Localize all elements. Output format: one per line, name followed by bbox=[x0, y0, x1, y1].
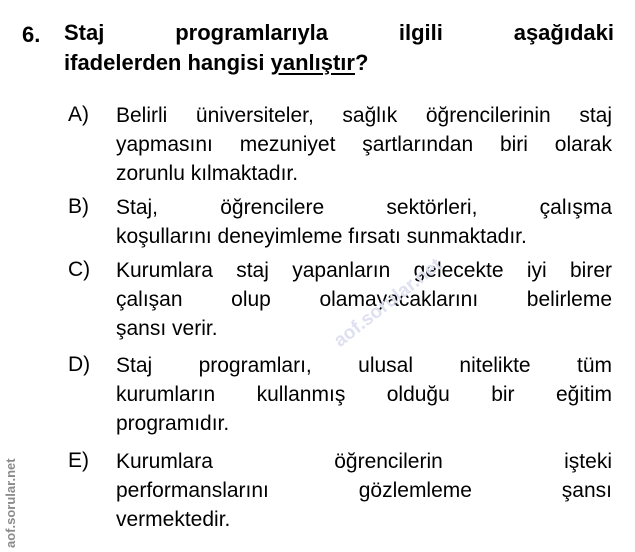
option-label: D) bbox=[68, 353, 91, 376]
option-text-line: vermektedir. bbox=[116, 508, 231, 531]
question-number: 6. bbox=[22, 22, 41, 47]
watermark-side: aof.sorular.net bbox=[3, 458, 18, 548]
option-text-line: şansı verir. bbox=[116, 317, 218, 340]
option-label: E) bbox=[68, 449, 89, 472]
option-text-line: Kurumlara staj yapanların gelecekte iyi birer bbox=[116, 259, 612, 282]
option-text-line: kurumların kullanmış olduğu bir eğitim bbox=[116, 383, 612, 406]
option-text-line: Kurumlara öğrencilerin işteki bbox=[116, 450, 612, 473]
option-text-line: zorunlu kılmaktadır. bbox=[116, 162, 299, 185]
option-text-line: çalışan olup olamayacaklarını belirleme bbox=[116, 288, 612, 311]
stem-emphasis: yanlıştır bbox=[270, 50, 355, 75]
option-text-line: yapmasını mezuniyet şartlarından biri olarak bbox=[116, 133, 612, 156]
option-text-line: Staj programları, ulusal nitelikte tüm bbox=[116, 354, 612, 377]
option-text-line: programıdır. bbox=[116, 412, 230, 435]
stem-suffix: ? bbox=[354, 50, 369, 75]
question-stem-line1: Staj programlarıyla ilgili aşağıdaki bbox=[64, 20, 614, 45]
option-label: C) bbox=[68, 258, 91, 281]
stem-prefix: ifadelerden hangisi bbox=[64, 50, 271, 75]
option-text-line: Belirli üniversiteler, sağlık öğrencilerinin staj bbox=[116, 104, 612, 127]
option-text-line: performanslarını gözlemleme şansı bbox=[116, 479, 612, 502]
option-text-line: koşullarını deneyimleme fırsatı sunmaktadır. bbox=[116, 225, 527, 248]
watermark-diagonal: aof.sorular.net bbox=[330, 254, 447, 352]
option-label: B) bbox=[68, 195, 89, 218]
question-stem-line2 bbox=[64, 48, 614, 78]
option-text-line: Staj, öğrencilere sektörleri, çalışma bbox=[116, 196, 612, 219]
option-label: A) bbox=[68, 103, 89, 126]
